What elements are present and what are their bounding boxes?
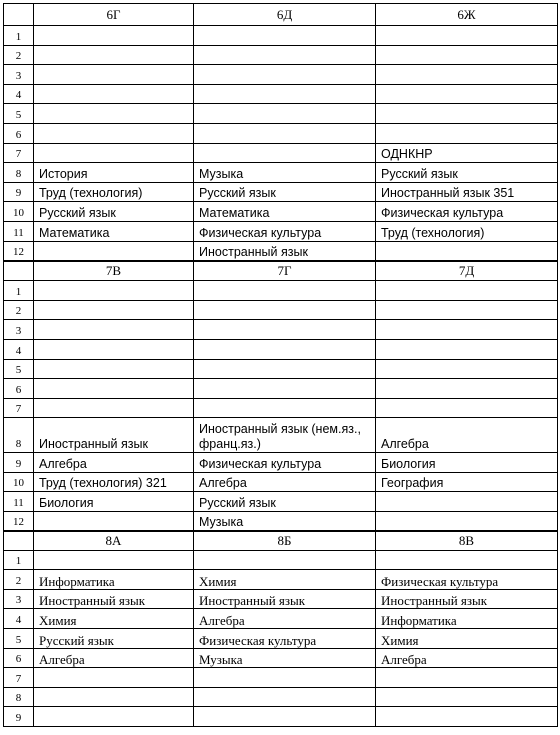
subject-cell: Физическая культура: [376, 202, 558, 222]
lesson-row: [4, 550, 558, 570]
subject-cell: [194, 320, 376, 340]
lesson-number: 7: [4, 143, 34, 163]
subject-cell: Труд (технология): [376, 221, 558, 241]
class-header: 6Д: [194, 4, 376, 26]
lesson-row: [4, 379, 558, 399]
lesson-number: 7: [4, 668, 34, 688]
subject-cell: [34, 668, 194, 688]
subject-cell: Русский язык: [34, 629, 194, 649]
subject-cell: [376, 707, 558, 727]
class-header: 7В: [34, 261, 194, 281]
lesson-number: 1: [4, 550, 34, 570]
subject-cell: Физическая культура: [194, 629, 376, 649]
lesson-number: 7: [4, 398, 34, 418]
lesson-number: 4: [4, 339, 34, 359]
subject-cell: Алгебра: [194, 472, 376, 492]
lesson-number: 1: [4, 26, 34, 46]
subject-cell: Химия: [34, 609, 194, 629]
subject-cell: Иностранный язык: [376, 589, 558, 609]
class-header: 6Г: [34, 4, 194, 26]
class-header: 8А: [34, 531, 194, 550]
lesson-row: [4, 570, 558, 590]
schedule-body: [4, 4, 558, 727]
corner-cell: [4, 261, 34, 281]
subject-cell: [34, 359, 194, 379]
lesson-row: [4, 65, 558, 85]
lesson-row: [4, 182, 558, 202]
subject-cell: [376, 26, 558, 46]
subject-cell: [34, 84, 194, 104]
lesson-row: [4, 418, 558, 453]
subject-cell: [194, 379, 376, 399]
subject-cell: [34, 398, 194, 418]
lesson-row: [4, 163, 558, 183]
lesson-number: 6: [4, 123, 34, 143]
subject-cell: [34, 707, 194, 727]
lesson-number: 4: [4, 609, 34, 629]
lesson-number: 11: [4, 221, 34, 241]
lesson-row: [4, 629, 558, 649]
subject-cell: [194, 687, 376, 707]
lesson-row: [4, 609, 558, 629]
subject-cell: Иностранный язык: [194, 589, 376, 609]
lesson-row: [4, 241, 558, 261]
lesson-row: [4, 26, 558, 46]
subject-cell: [34, 339, 194, 359]
subject-cell: Физическая культура: [194, 453, 376, 473]
lesson-row: [4, 472, 558, 492]
subject-cell: [34, 26, 194, 46]
lesson-number: 12: [4, 241, 34, 261]
subject-cell: Музыка: [194, 163, 376, 183]
subject-cell: [194, 84, 376, 104]
subject-cell: [376, 359, 558, 379]
subject-cell: [194, 668, 376, 688]
subject-cell: [376, 104, 558, 124]
lesson-number: 2: [4, 300, 34, 320]
subject-cell: [194, 143, 376, 163]
subject-cell: [194, 300, 376, 320]
subject-cell: [34, 550, 194, 570]
section-header-row: [4, 4, 558, 26]
lesson-number: 4: [4, 84, 34, 104]
subject-cell: Иностранный язык: [34, 589, 194, 609]
subject-cell: [194, 398, 376, 418]
subject-cell: [194, 359, 376, 379]
subject-cell: [194, 707, 376, 727]
subject-cell: Информатика: [34, 570, 194, 590]
class-header: 8В: [376, 531, 558, 550]
subject-cell: [376, 281, 558, 301]
subject-cell: Алгебра: [34, 453, 194, 473]
lesson-number: 5: [4, 359, 34, 379]
lesson-number: 3: [4, 65, 34, 85]
subject-cell: Химия: [376, 629, 558, 649]
subject-cell: Иностранный язык 351: [376, 182, 558, 202]
subject-cell: [34, 281, 194, 301]
subject-cell: [376, 550, 558, 570]
lesson-number: 8: [4, 163, 34, 183]
subject-cell: Алгебра: [376, 648, 558, 668]
lesson-row: [4, 45, 558, 65]
subject-cell: [34, 379, 194, 399]
subject-cell: [376, 320, 558, 340]
subject-cell: [34, 320, 194, 340]
lesson-row: [4, 359, 558, 379]
subject-cell: [34, 143, 194, 163]
lesson-row: [4, 668, 558, 688]
subject-cell: Музыка: [194, 512, 376, 532]
lesson-row: [4, 707, 558, 727]
lesson-row: [4, 687, 558, 707]
subject-cell: [376, 65, 558, 85]
lesson-number: 8: [4, 418, 34, 453]
lesson-row: [4, 492, 558, 512]
lesson-number: 9: [4, 182, 34, 202]
lesson-number: 10: [4, 472, 34, 492]
subject-cell: Русский язык: [194, 182, 376, 202]
subject-cell: [194, 104, 376, 124]
section-header-row: [4, 531, 558, 550]
lesson-row: [4, 339, 558, 359]
lesson-number: 8: [4, 687, 34, 707]
subject-cell: Алгебра: [194, 609, 376, 629]
lesson-row: [4, 123, 558, 143]
lesson-number: 5: [4, 629, 34, 649]
subject-cell: [376, 300, 558, 320]
lesson-row: [4, 512, 558, 532]
subject-cell: [194, 65, 376, 85]
lesson-row: [4, 320, 558, 340]
subject-cell: Биология: [34, 492, 194, 512]
subject-cell: Алгебра: [376, 418, 558, 453]
lesson-number: 1: [4, 281, 34, 301]
subject-cell: [376, 84, 558, 104]
subject-cell: [376, 123, 558, 143]
subject-cell: Математика: [34, 221, 194, 241]
lesson-row: [4, 300, 558, 320]
lesson-row: [4, 84, 558, 104]
subject-cell: [34, 45, 194, 65]
lesson-number: 2: [4, 45, 34, 65]
subject-cell: Труд (технология): [34, 182, 194, 202]
subject-cell: География: [376, 472, 558, 492]
subject-cell: [376, 398, 558, 418]
lesson-number: 11: [4, 492, 34, 512]
lesson-number: 6: [4, 648, 34, 668]
lesson-row: [4, 453, 558, 473]
subject-cell: Русский язык: [34, 202, 194, 222]
subject-cell: Физическая культура: [376, 570, 558, 590]
lesson-number: 9: [4, 707, 34, 727]
subject-cell: Иностранный язык (нем.яз., франц.яз.): [194, 418, 376, 453]
subject-cell: Химия: [194, 570, 376, 590]
lesson-number: 10: [4, 202, 34, 222]
subject-cell: Труд (технология) 321: [34, 472, 194, 492]
subject-cell: Биология: [376, 453, 558, 473]
lesson-number: 9: [4, 453, 34, 473]
subject-cell: [376, 45, 558, 65]
class-header: 7Д: [376, 261, 558, 281]
subject-cell: [376, 379, 558, 399]
schedule-table: [3, 3, 558, 727]
subject-cell: Музыка: [194, 648, 376, 668]
section-header-row: [4, 261, 558, 281]
lesson-number: 5: [4, 104, 34, 124]
subject-cell: [194, 45, 376, 65]
lesson-row: [4, 143, 558, 163]
subject-cell: [376, 241, 558, 261]
subject-cell: [376, 512, 558, 532]
lesson-row: [4, 221, 558, 241]
lesson-number: 12: [4, 512, 34, 532]
lesson-number: 2: [4, 570, 34, 590]
class-header: 8Б: [194, 531, 376, 550]
subject-cell: [194, 339, 376, 359]
lesson-row: [4, 648, 558, 668]
subject-cell: [376, 492, 558, 512]
subject-cell: [34, 104, 194, 124]
lesson-row: [4, 104, 558, 124]
subject-cell: Русский язык: [376, 163, 558, 183]
subject-cell: История: [34, 163, 194, 183]
lesson-row: [4, 398, 558, 418]
subject-cell: Русский язык: [194, 492, 376, 512]
subject-cell: [194, 26, 376, 46]
subject-cell: [34, 241, 194, 261]
subject-cell: [376, 668, 558, 688]
class-header: 6Ж: [376, 4, 558, 26]
subject-cell: Иностранный язык: [34, 418, 194, 453]
subject-cell: [376, 687, 558, 707]
subject-cell: [34, 512, 194, 532]
subject-cell: Иностранный язык: [194, 241, 376, 261]
class-header: 7Г: [194, 261, 376, 281]
lesson-row: [4, 202, 558, 222]
lesson-row: [4, 281, 558, 301]
subject-cell: [376, 339, 558, 359]
subject-cell: Алгебра: [34, 648, 194, 668]
subject-cell: ОДНКНР: [376, 143, 558, 163]
subject-cell: [34, 123, 194, 143]
subject-cell: [34, 65, 194, 85]
subject-cell: [194, 550, 376, 570]
lesson-number: 3: [4, 589, 34, 609]
subject-cell: Математика: [194, 202, 376, 222]
subject-cell: Физическая культура: [194, 221, 376, 241]
subject-cell: Информатика: [376, 609, 558, 629]
corner-cell: [4, 4, 34, 26]
lesson-number: 3: [4, 320, 34, 340]
lesson-number: 6: [4, 379, 34, 399]
subject-cell: [194, 123, 376, 143]
subject-cell: [194, 281, 376, 301]
lesson-row: [4, 589, 558, 609]
corner-cell: [4, 531, 34, 550]
subject-cell: [34, 300, 194, 320]
subject-cell: [34, 687, 194, 707]
